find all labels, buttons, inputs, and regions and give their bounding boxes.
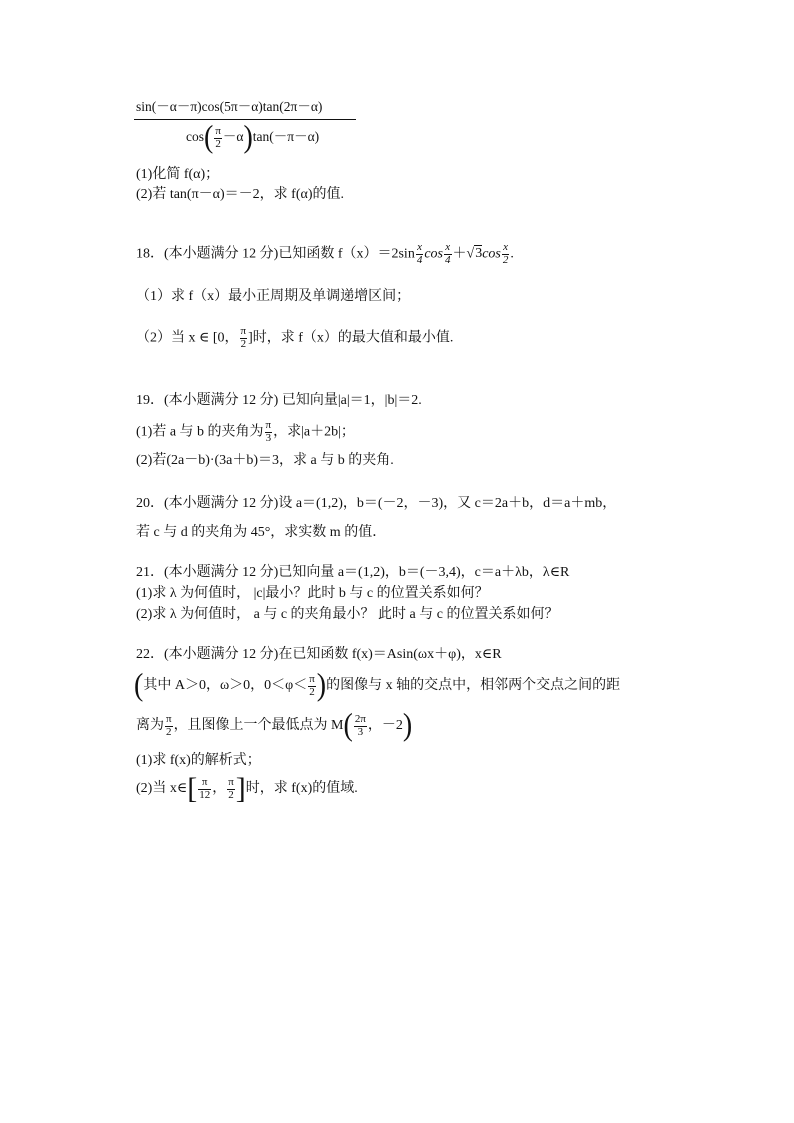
q18-head: 18．(本小题满分 12 分)已知函数 f（x）＝2sin $\frac{x}{4}$ cos $\frac{x}{4}$ ＋√3cos $\frac{x}{2}$ .	[136, 241, 514, 266]
q22-part2: (2)当 x∈[ $\frac{\pi}{12}$ ， $\frac{\pi}{2}$ ]时，求 f(x)的值域.	[136, 772, 358, 805]
q17-part2: (2)若 tan(π－α)＝－2，求 f(α)的值.	[136, 187, 344, 202]
q18-part2: （2）当 x ∈ [0， $\frac{\pi}{2}$ ]时，求 f（x）的最大值和最小值.	[136, 325, 454, 350]
q19-head: 19．(本小题满分 12 分) 已知向量|a|＝1，|b|＝2.	[136, 393, 422, 408]
q21-part1: (1)求 λ 为何值时， |c|最小？此时 b 与 c 的位置关系如何？	[136, 586, 489, 601]
q17-numerator: sin(－α－π)cos(5π－α)tan(2π－α)	[136, 99, 323, 114]
q22-condition: (其中 A＞0，ω＞0，0＜φ＜ $\frac{\pi}{2}$ )的图像与 x 轴的交点中，相邻两个交点之间的距	[134, 667, 621, 704]
q22-line3: 离为 $\frac{\pi}{2}$ ，且图像上一个最低点为 M( $\frac{2\pi}{3}$ ，－2)	[136, 707, 413, 744]
q19-part2: (2)若(2a－b)·(3a＋b)＝3，求 a 与 b 的夹角.	[136, 453, 394, 468]
q21-part2: (2)求 λ 为何值时， a 与 c 的夹角最小？ 此时 a 与 c 的位置关系如何？	[136, 607, 559, 622]
q21-head: 21．(本小题满分 12 分)已知向量 a＝(1,2)，b＝(－3,4)，c＝a＋λb，λ∈R	[136, 565, 570, 580]
q18-part1: （1）求 f（x）最小正周期及单调递增区间；	[136, 289, 411, 304]
q17-part1: (1)化简 f(α)；	[136, 167, 220, 182]
q17-denominator: cos( $\frac{\pi}{2}$ －α)tan(－π－α)	[186, 119, 320, 156]
q20-line1: 20．(本小题满分 12 分)设 a＝(1,2)，b＝(－2，－3)，又 c＝2a＋b，d＝a＋mb，	[136, 496, 617, 511]
q22-part1: (1)求 f(x)的解析式；	[136, 753, 261, 768]
q22-head: 22．(本小题满分 12 分)在已知函数 f(x)＝Asin(ωx＋φ)，x∈R	[136, 647, 502, 662]
q20-line2: 若 c 与 d 的夹角为 45°，求实数 m 的值．	[136, 525, 387, 540]
q19-part1: (1)若 a 与 b 的夹角为 $\frac{\pi}{3}$ ，求|a＋2b|；	[136, 419, 355, 444]
